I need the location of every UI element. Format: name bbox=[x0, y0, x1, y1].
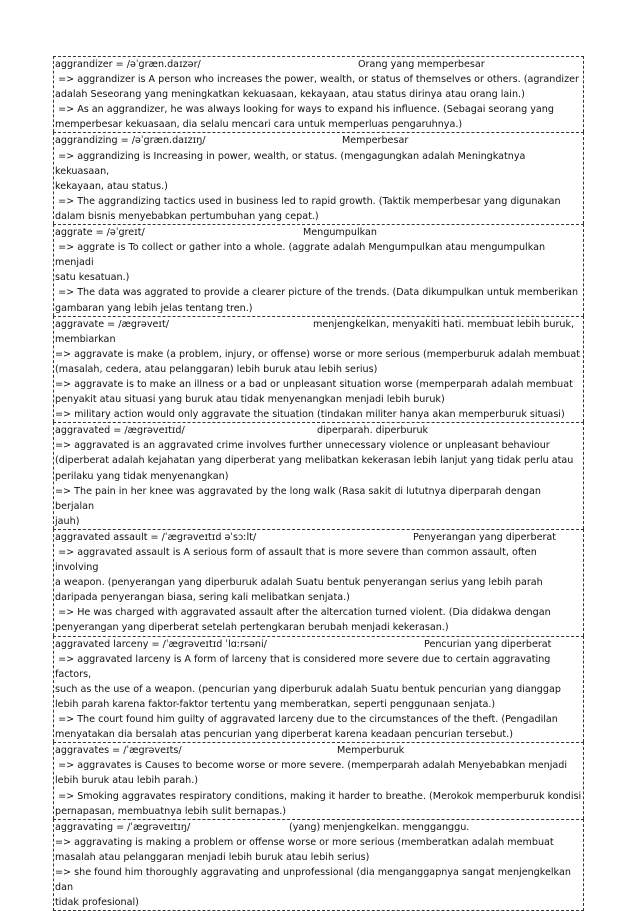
entry-header bbox=[55, 317, 582, 332]
definition-line: memperbesar kekuasaan, dia selalu mencari cara untuk memperluas pengaruhnya.) bbox=[55, 119, 463, 131]
definition-line: => aggravated assault is A serious form of assault that is more severe than common assault, often involving bbox=[55, 547, 540, 574]
definition-line: satu kesatuan.) bbox=[55, 272, 130, 284]
entry bbox=[53, 316, 584, 423]
entry-header bbox=[55, 743, 582, 758]
definition-line: => aggrandizing is Increasing in power, wealth, or status. (mengagungkan adalah Meningkatnya kekuasaan, bbox=[55, 150, 529, 177]
definition-line: => aggravated larceny is A form of larceny that is considered more severe due to certain aggravating factors, bbox=[55, 653, 554, 680]
headword: aggrandizing = /əˈgræn.daɪzɪŋ/ bbox=[55, 135, 206, 147]
definition-line: => aggravating is making a problem or offense worse or more serious (memberatkan adalah membuat bbox=[55, 836, 554, 848]
entry bbox=[53, 224, 584, 316]
headword: aggravated larceny = /ˈægrəveɪtɪd ˈlɑːrsəni/ bbox=[55, 638, 267, 650]
definition-line: => aggravates is Causes to become worse or more severe. (memperparah adalah Menyebabkan menjadi bbox=[55, 760, 568, 772]
translation: Orang yang memperbesar bbox=[358, 59, 485, 70]
definition-line: => aggravate is to make an illness or a bad or unpleasant situation worse (memperparah adalah membuat bbox=[55, 378, 573, 390]
definition-line: => The pain in her knee was aggravated by the long walk (Rasa sakit di lututnya diperparah dengan berjalan bbox=[55, 485, 544, 512]
translation: menjengkelkan, menyakiti hati. membuat lebih buruk, bbox=[313, 318, 575, 330]
entry-header bbox=[55, 637, 582, 652]
headword: aggravate = /ægrəveɪt/ bbox=[55, 318, 169, 330]
translation: Pencurian yang diperberat bbox=[424, 638, 552, 650]
definition-line: menyatakan dia bersalah atas pencurian yang diperberat karena keadaan pencurian tersebut.) bbox=[55, 729, 513, 741]
definition-line: => As an aggrandizer, he was always looking for ways to expand his influence. (Sebagai seorang yang bbox=[55, 104, 554, 116]
definition-line: => she found him thoroughly aggravating and unprofessional (dia menganggapnya sangat menjengkelkan bbox=[55, 866, 571, 878]
definition-line: => military action would only aggravate the situation (tindakan militer hanya akan memperburuk situasi) bbox=[55, 409, 565, 421]
definition-line: => aggrate is To collect or gather into a whole. (aggrate adalah Mengumpulkan atau mengumpulkan menjadi bbox=[55, 242, 549, 269]
entry bbox=[53, 56, 584, 132]
entry-header bbox=[55, 57, 582, 72]
definition-line: adalah Seseorang yang meningkatkan kekuasaan, kekayaan, atau status dirinya atau orang lain.) bbox=[55, 89, 525, 101]
definition-line: penyakit atau situasi yang buruk atau tidak menyenangkan menjadi lebih buruk) bbox=[55, 394, 445, 406]
definition-line: => Smoking aggravates respiratory conditions, making it harder to breathe. (Merokok memperburuk kondisi bbox=[55, 790, 582, 802]
translation: Memperbesar bbox=[342, 135, 409, 147]
definition-line: => The court found him guilty of aggravated larceny due to the circumstances of the theft. (Pengadilan bbox=[55, 714, 558, 726]
definition-line: => aggravated is an aggravated crime involves further unnecessary violence or unpleasant behaviour bbox=[55, 440, 550, 452]
definition-line: => aggrandizer is A person who increases the power, wealth, or status of themselves or others. (agrandizer bbox=[55, 74, 579, 86]
dictionary-sheet bbox=[53, 56, 584, 911]
definition-line: (diperberat adalah kejahatan yang diperberat yang melibatkan kekerasan lebih lanjut yang tidak perlu atau bbox=[55, 455, 574, 467]
headword: aggravated assault = /ˈægrəveɪtɪd əˈsɔːlt/ bbox=[55, 531, 257, 543]
definition-line: kekayaan, atau status.) bbox=[55, 180, 168, 192]
translation: Penyerangan yang diperberat bbox=[413, 531, 557, 543]
definition-line: tidak profesional) bbox=[55, 897, 139, 909]
translation: Memperburuk bbox=[337, 745, 405, 757]
translation: Mengumpulkan bbox=[303, 227, 377, 239]
headword: aggravated = /ægrəveɪtɪd/ bbox=[55, 425, 185, 437]
translation: (yang) menjengkelkan. mengganggu. bbox=[289, 821, 470, 833]
entry bbox=[53, 132, 584, 224]
definition-line: gambaran yang lebih jelas tentang tren.) bbox=[55, 302, 253, 314]
definition-line: jauh) bbox=[55, 515, 80, 527]
definition-line: dalam bisnis menyebabkan pertumbuhan yang cepat.) bbox=[55, 210, 319, 222]
definition-line: => The data was aggrated to provide a clearer picture of the trends. (Data dikumpulkan untuk memberikan bbox=[55, 287, 579, 299]
headword: aggrate = /əˈgreɪt/ bbox=[55, 227, 145, 239]
entry bbox=[53, 742, 584, 818]
headword: aggravating = /ˈægrəveɪtɪŋ/ bbox=[55, 821, 191, 833]
entry bbox=[53, 819, 584, 911]
definition-line: pernapasan, membuatnya lebih sulit bernapas.) bbox=[55, 805, 287, 817]
definition-line: lebih parah karena faktor-faktor tertentu yang memberatkan, seperti penggunaan senjata.) bbox=[55, 698, 496, 710]
entry-header bbox=[55, 820, 582, 835]
definition-line: perilaku yang tidak menyenangkan) bbox=[55, 470, 229, 482]
definition-line: => The aggrandizing tactics used in business led to rapid growth. (Taktik memperbesar yang digunakan bbox=[55, 195, 561, 207]
definition-line: => He was charged with aggravated assault after the altercation turned violent. (Dia didakwa dengan bbox=[55, 607, 551, 619]
entry-header bbox=[55, 133, 582, 148]
definition-line: such as the use of a weapon. (pencurian yang diperburuk adalah Suatu bentuk pencurian yang dianggap bbox=[55, 683, 561, 695]
definition-line: => aggravate is make (a problem, injury, or offense) worse or more serious (memperburuk adalah membuat bbox=[55, 348, 580, 360]
translation: diperparah. diperburuk bbox=[317, 425, 429, 437]
entry bbox=[53, 529, 584, 636]
definition-line: daripada penyerangan biasa, sering kali melibatkan senjata.) bbox=[55, 592, 350, 604]
definition-line: membiarkan bbox=[55, 333, 116, 345]
headword: aggravates = /ˈægrəveɪts/ bbox=[55, 745, 182, 757]
entry bbox=[53, 636, 584, 743]
definition-line: dan bbox=[55, 882, 74, 894]
entry-header bbox=[55, 423, 582, 438]
definition-line: penyerangan yang diperberat setelah pertengkaran berubah menjadi kekerasan.) bbox=[55, 622, 449, 634]
entry-header bbox=[55, 225, 582, 240]
definition-line: lebih buruk atau lebih parah.) bbox=[55, 775, 199, 787]
definition-line: (masalah, cedera, atau pelanggaran) lebih buruk atau lebih serius) bbox=[55, 363, 378, 375]
definition-line: masalah atau pelanggaran menjadi lebih buruk atau lebih serius) bbox=[55, 851, 370, 863]
headword: aggrandizer = /əˈgræn.daɪzər/ bbox=[55, 59, 201, 70]
entry-header bbox=[55, 530, 582, 545]
entry bbox=[53, 422, 584, 529]
definition-line: a weapon. (penyerangan yang diperburuk adalah Suatu bentuk penyerangan serius yang lebih parah bbox=[55, 577, 543, 589]
